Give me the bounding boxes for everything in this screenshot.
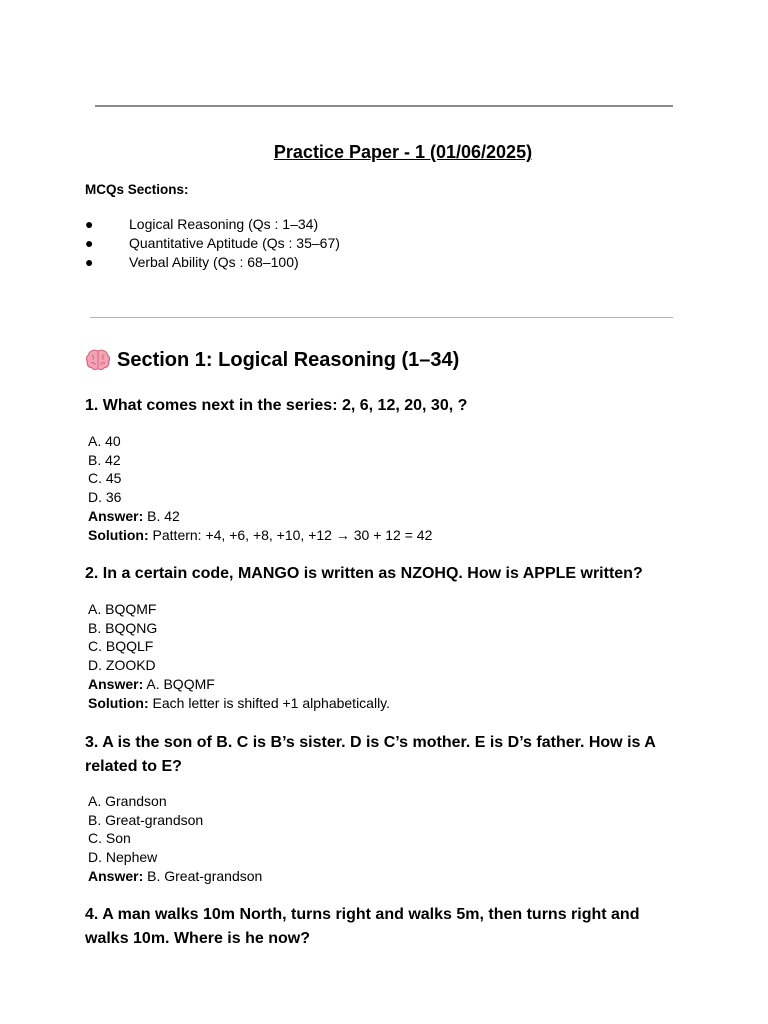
page-title: Practice Paper - 1 (01/06/2025) [273, 142, 533, 162]
answer-label: Answer: [88, 675, 144, 692]
question-1-options [88, 432, 432, 544]
section-title: Section 1: Logical Reasoning (1–34) [117, 348, 460, 371]
answer-value: A. BQQMF [143, 675, 215, 692]
answer-value: B. 42 [143, 507, 180, 524]
bullet-icon: ● [85, 254, 94, 270]
section-list-label: Quantitative Aptitude (Qs : 35–67) [129, 235, 340, 251]
question-2-options [88, 600, 390, 712]
question-3-options [88, 792, 262, 886]
solution-line [88, 694, 390, 713]
option-b: B. Great-grandson [88, 811, 204, 828]
option-c: C. BQQLF [88, 638, 154, 655]
question-1: 1. What comes next in the series: 2, 6, 12, 20, 30, ? [85, 397, 468, 414]
option-d: D. ZOOKD [88, 657, 156, 674]
section-heading [85, 348, 459, 372]
bullet-icon: ● [85, 216, 94, 232]
bullet-icon: ● [85, 235, 94, 251]
answer-label: Answer: [88, 507, 144, 524]
solution-label: Solution: [88, 526, 149, 543]
solution-value: Pattern: +4, +6, +8, +10, +12 → 30 + 12 = 42 [148, 526, 433, 543]
section-list-label: Verbal Ability (Qs : 68–100) [129, 254, 299, 270]
option-a: A. 40 [88, 433, 121, 449]
option-a: A. BQQMF [88, 601, 157, 617]
solution-line [88, 526, 432, 545]
option-d: D. 36 [88, 489, 122, 506]
answer-line [88, 675, 390, 694]
option-b: B. 42 [88, 451, 121, 468]
option-d: D. Nephew [88, 849, 158, 866]
answer-line [88, 507, 432, 526]
option-c: C. 45 [88, 470, 122, 487]
section-divider [90, 317, 673, 318]
question-2: 2. In a certain code, MANGO is written as NZOHQ. How is APPLE written? [85, 565, 643, 582]
question-4: 4. A man walks 10m North, turns right and walks 5m, then turns right and walks 10m. Where is he now? [85, 906, 640, 947]
question-3: 3. A is the son of B. C is B’s sister. D is C’s mother. E is D’s father. How is A related to E? [85, 734, 656, 775]
solution-value: Each letter is shifted +1 alphabetically. [148, 694, 391, 711]
brain-icon [85, 348, 111, 372]
top-divider [95, 105, 673, 107]
answer-label: Answer: [88, 867, 144, 884]
section-list-label: Logical Reasoning (Qs : 1–34) [129, 216, 319, 232]
option-b: B. BQQNG [88, 619, 158, 636]
answer-value: B. Great-grandson [143, 867, 263, 884]
solution-label: Solution: [88, 694, 149, 711]
answer-line [88, 867, 262, 886]
option-c: C. Son [88, 830, 131, 847]
option-a: A. Grandson [88, 793, 167, 809]
mcq-sections-heading: MCQs Sections: [85, 182, 189, 197]
